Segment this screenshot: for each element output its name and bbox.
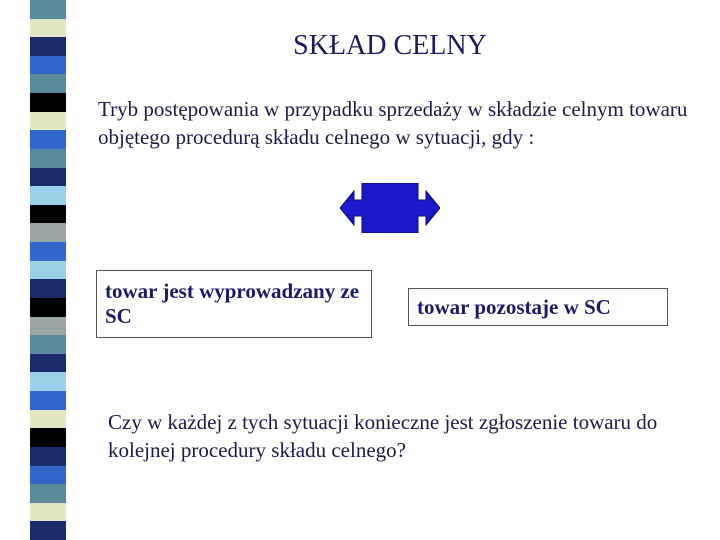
stripe-segment — [30, 74, 66, 93]
stripe-segment — [30, 205, 66, 224]
stripe-segment — [30, 130, 66, 149]
stripe-segment — [30, 242, 66, 261]
double-arrow-icon — [340, 183, 440, 233]
stripe-segment — [30, 335, 66, 354]
stripe-segment — [30, 279, 66, 298]
option-box-stays: towar pozostaje w SC — [408, 288, 668, 326]
stripe-segment — [30, 391, 66, 410]
stripe-segment — [30, 503, 66, 522]
stripe-segment — [30, 112, 66, 131]
stripe-segment — [30, 223, 66, 242]
stripe-segment — [30, 521, 66, 540]
stripe-segment — [30, 186, 66, 205]
stripe-segment — [30, 354, 66, 373]
stripe-segment — [30, 149, 66, 168]
stripe-segment — [30, 317, 66, 336]
stripe-segment — [30, 428, 66, 447]
stripe-segment — [30, 410, 66, 429]
option-box-leaves: towar jest wyprowadzany ze SC — [96, 270, 372, 338]
stripe-segment — [30, 0, 66, 19]
page-title: SKŁAD CELNY — [293, 30, 487, 61]
question-text: Czy w każdej z tych sytuacji konieczne jest zgłoszenie towaru do kolejnej procedury składu celnego? — [108, 410, 658, 462]
decorative-stripe — [30, 0, 66, 540]
stripe-segment — [30, 447, 66, 466]
stripe-segment — [30, 372, 66, 391]
stripe-segment — [30, 261, 66, 280]
stripe-segment — [30, 298, 66, 317]
stripe-segment — [30, 168, 66, 187]
stripe-segment — [30, 93, 66, 112]
stripe-segment — [30, 484, 66, 503]
stripe-segment — [30, 466, 66, 485]
intro-text: Tryb postępowania w przypadku sprzedaży w składzie celnym towaru objętego procedurą składu celnego w sytuacji, gdy : — [98, 97, 688, 149]
